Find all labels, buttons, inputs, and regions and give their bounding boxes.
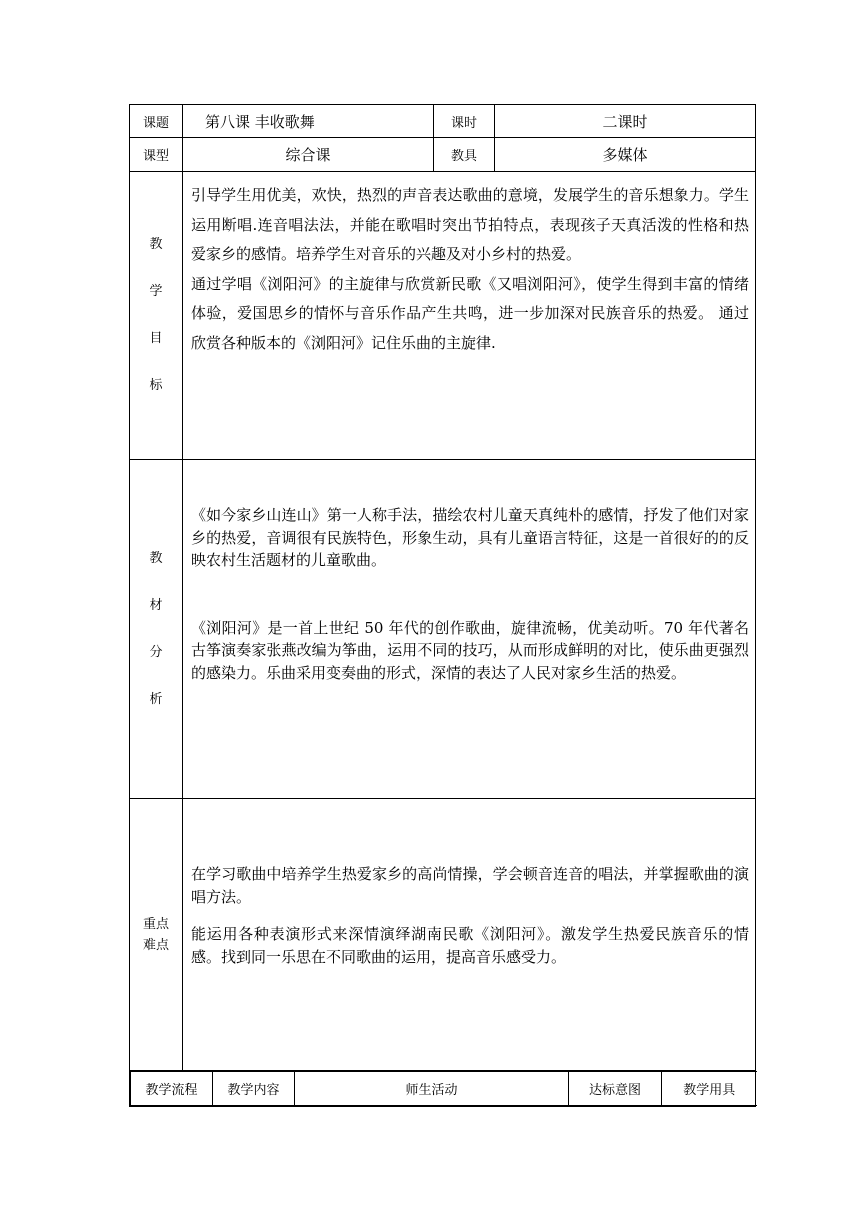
materials-content (183, 460, 756, 799)
materials-label-char: 教 (149, 550, 163, 566)
goals-label-char: 教 (149, 237, 163, 252)
goals-label-char: 标 (149, 378, 163, 393)
tools-label: 教具 (434, 138, 495, 172)
process-header-content: 教学内容 (213, 1072, 295, 1106)
process-header-row (130, 1071, 756, 1107)
process-header-tools: 教学用具 (662, 1072, 757, 1106)
topic-row (130, 105, 756, 138)
process-header-cell (130, 1071, 756, 1107)
materials-label (130, 460, 183, 799)
type-value: 综合课 (183, 138, 434, 172)
key-points-paragraph: 能运用各种表演形式来深情演绎湖南民歌《浏阳河》。激发学生热爱民族音乐的情感。找到同一乐思在不同歌曲的运用，提高音乐感受力。 (191, 925, 749, 966)
key-points-label (130, 799, 183, 1071)
process-header-flow: 教学流程 (131, 1072, 213, 1106)
goals-label-char: 学 (149, 284, 163, 299)
topic-value: 第八课 丰收歌舞 (183, 105, 434, 138)
hours-value: 二课时 (495, 105, 756, 138)
key-points-content (183, 799, 756, 1071)
type-row (130, 138, 756, 172)
goals-content (183, 172, 756, 460)
type-label: 课型 (130, 138, 183, 172)
materials-paragraph: 《如今家乡山连山》第一人称手法，描绘农村儿童天真纯朴的感情，抒发了他们对家乡的热爱，音调很有民族特色，形象生动，具有儿童语言特征，这是一首很好的的反映农村生活题材的儿童歌曲。 (191, 506, 749, 569)
goals-label-char: 目 (149, 331, 163, 346)
process-header-intent: 达标意图 (569, 1072, 662, 1106)
goals-paragraph: 通过学唱《浏阳河》的主旋律与欣赏新民歌《又唱浏阳河》，使学生得到丰富的情绪体验，爱国思乡的情怀与音乐作品产生共鸣，进一步加深对民族音乐的热爱。 通过欣赏各种版本的《浏阳河》记住乐曲的主旋律. (191, 274, 749, 352)
process-header-activity: 师生活动 (295, 1072, 569, 1106)
key-points-paragraph: 在学习歌曲中培养学生热爱家乡的高尚情操，学会顿音连音的唱法，并掌握歌曲的演唱方法。 (191, 865, 749, 906)
goals-label (130, 172, 183, 460)
materials-label-char: 析 (149, 691, 163, 707)
key-points-row (130, 799, 756, 1071)
goals-paragraph: 引导学生用优美，欢快，热烈的声音表达歌曲的意境，发展学生的音乐想象力。学生运用断唱.连音唱法法，并能在歌唱时突出节拍特点，表现孩子天真活泼的性格和热爱家乡的感情。培养学生对音乐的兴趣及对小乡村的热爱。 (191, 186, 749, 264)
materials-paragraph: 《浏阳河》是一首上世纪 50 年代的创作歌曲，旋律流畅，优美动听。70 年代著名古筝演奏家张燕改编为筝曲，运用不同的技巧，从而形成鲜明的对比，使乐曲更强烈的感染力。乐曲采用变奏曲的形式，深情的表达了人民对家乡生活的热爱。 (191, 618, 749, 682)
hours-label: 课时 (434, 105, 495, 138)
tools-value: 多媒体 (495, 138, 756, 172)
lesson-plan-table (129, 104, 756, 1107)
goals-row (130, 172, 756, 460)
materials-label-char: 材 (149, 597, 163, 613)
materials-label-char: 分 (149, 644, 163, 660)
key-points-label-line: 重点 (142, 916, 169, 932)
process-header-table (130, 1071, 757, 1106)
key-points-label-line: 难点 (142, 937, 169, 953)
materials-row (130, 460, 756, 799)
topic-label: 课题 (130, 105, 183, 138)
